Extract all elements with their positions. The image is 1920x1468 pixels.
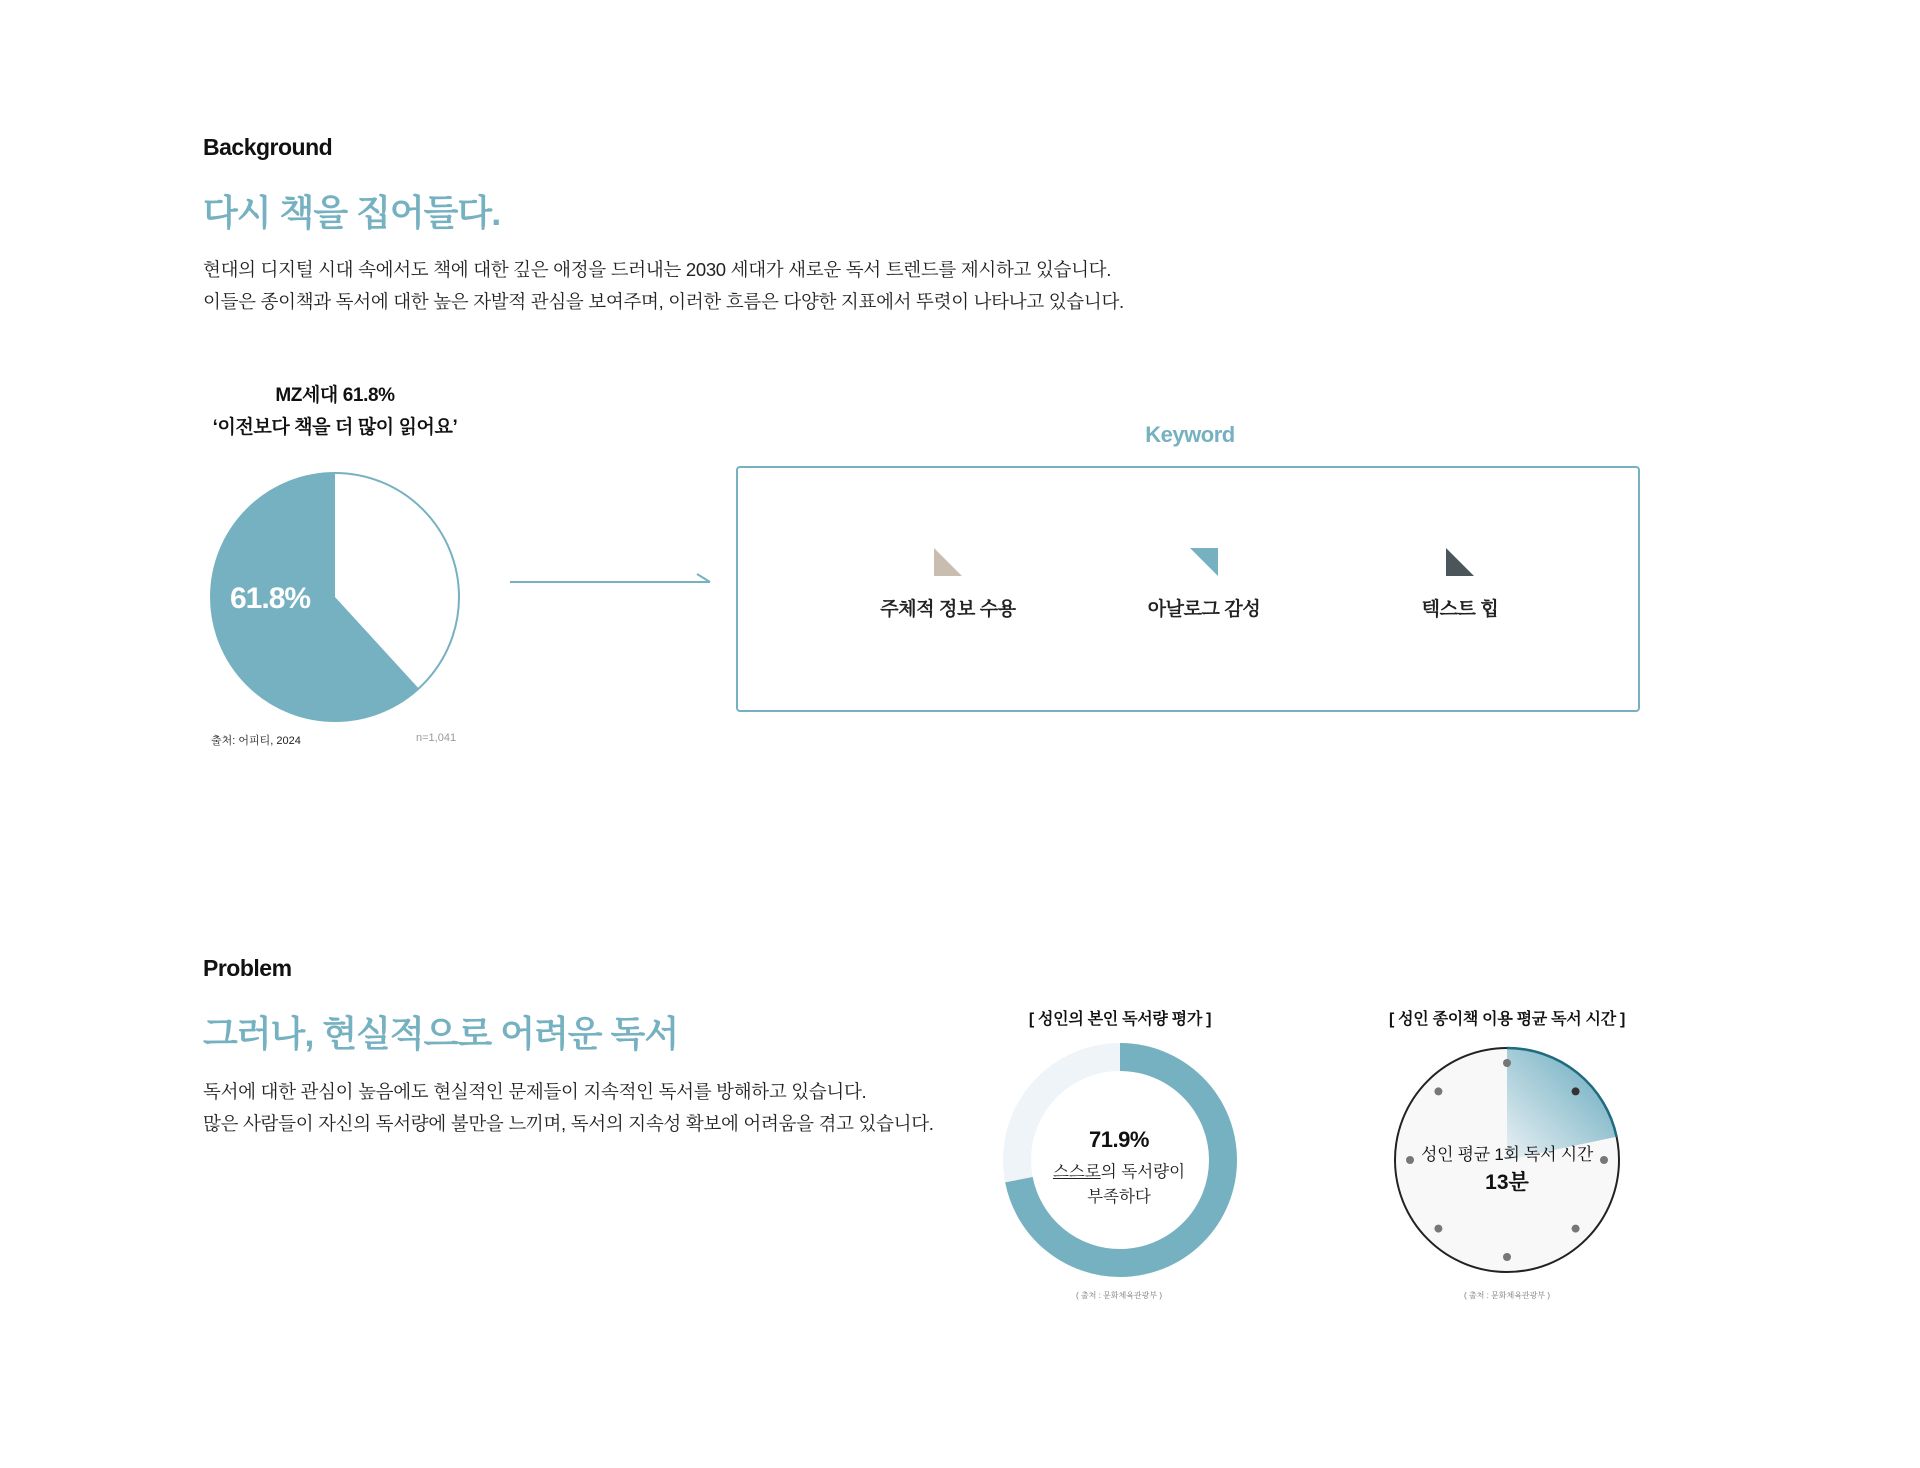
survey-source: 출처: 어피티, 2024: [211, 735, 301, 747]
keyword-box: [736, 466, 1640, 712]
background-headline: 다시 책을 집어들다.: [203, 192, 501, 233]
keyword-item: [838, 546, 1058, 621]
background-section-label: Background: [203, 134, 333, 160]
avg-time-label: 성인 평균 1회 독서 시간: [1421, 1145, 1593, 1164]
keyword-title: Keyword: [1145, 422, 1235, 447]
avg-time-source: ( 출처 : 문화체육관광부 ): [1464, 1291, 1550, 1300]
avg-time-title: [ 성인 종이책 이용 평균 독서 시간 ]: [1388, 1011, 1626, 1028]
self-eval-source: ( 출처 : 문화체육관광부 ): [1076, 1291, 1162, 1300]
clock-marker-dot: [1503, 1253, 1511, 1261]
survey-title-line-1: MZ세대 61.8%: [275, 385, 395, 406]
survey-percent-label: 61.8%: [230, 582, 311, 615]
arrow-right-icon: [505, 570, 715, 594]
survey-title-line-2: ‘이전보다 책을 더 많이 읽어요’: [212, 417, 458, 438]
survey-sample-size: n=1,041: [416, 732, 457, 744]
keyword-label-2: 아날로그 감성: [1147, 599, 1261, 620]
self-eval-title: [ 성인의 본인 독서량 평가 ]: [1028, 1011, 1212, 1028]
background-paragraph: [203, 254, 1124, 318]
self-eval-text-rest: 의 독서량이: [1100, 1163, 1186, 1181]
problem-section-label: Problem: [203, 955, 292, 981]
problem-paragraph: [203, 1076, 934, 1140]
keyword-label-3: 텍스트 힙: [1421, 599, 1499, 620]
triangle-teal-icon: [1188, 546, 1220, 578]
background-paragraph-line-1: 현대의 디지털 시대 속에서도 책에 대한 깊은 애정을 드러내는 2030 세대가 새로운 독서 트렌드를 제시하고 있습니다.: [203, 259, 1112, 280]
clock-marker-dot: [1434, 1087, 1442, 1095]
problem-paragraph-line-2: 많은 사람들이 자신의 독서량에 불만을 느끼며, 독서의 지속성 확보에 어려움을 겪고 있습니다.: [203, 1113, 934, 1134]
triangle-dark-icon: [1444, 546, 1476, 578]
clock-marker-dot: [1572, 1087, 1580, 1095]
clock-marker-dot: [1572, 1225, 1580, 1233]
clock-marker-dot: [1503, 1059, 1511, 1067]
clock-marker-dot: [1434, 1225, 1442, 1233]
problem-headline: 그러나, 현실적으로 어려운 독서: [203, 1013, 679, 1054]
self-eval-description: [1019, 1160, 1219, 1210]
keyword-item: [1350, 546, 1570, 621]
self-eval-text-line-2: 부족하다: [1087, 1188, 1151, 1206]
background-paragraph-line-2: 이들은 종이책과 독서에 대한 높은 자발적 관심을 보여주며, 이러한 흐름은 다양한 지표에서 뚜렷이 나타나고 있습니다.: [203, 291, 1124, 312]
avg-time-value: 13분: [1485, 1171, 1529, 1194]
keyword-item: [1094, 546, 1314, 621]
problem-paragraph-line-1: 독서에 대한 관심이 높음에도 현실적인 문제들이 지속적인 독서를 방해하고 있습니다.: [203, 1081, 867, 1102]
triangle-beige-icon: [932, 546, 964, 578]
keyword-label-1: 주체적 정보 수용: [880, 599, 1016, 620]
self-eval-percent-label: 71.9%: [1089, 1127, 1149, 1152]
survey-title: [205, 380, 465, 444]
self-eval-text-underlined: 스스로: [1052, 1163, 1101, 1181]
